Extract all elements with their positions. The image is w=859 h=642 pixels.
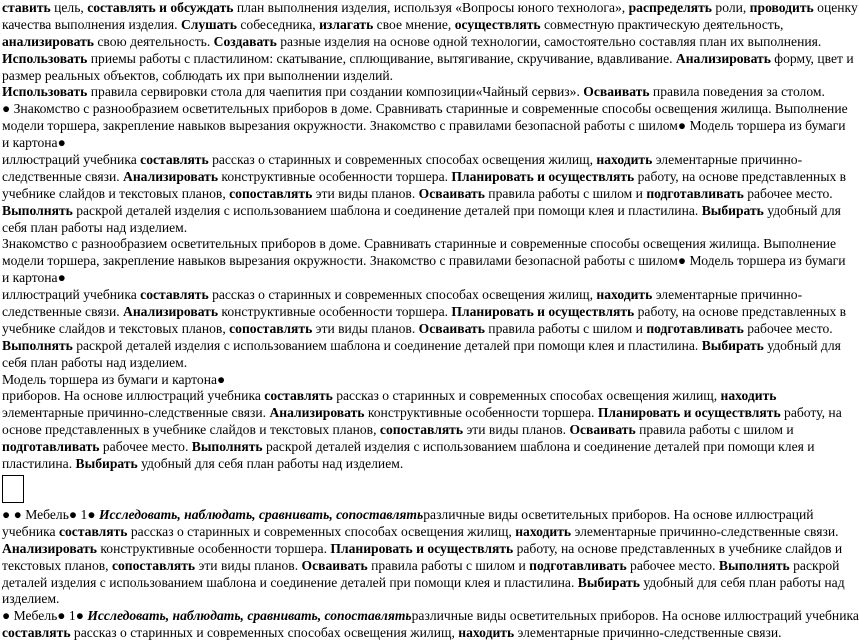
text-line: Использовать приемы работы с пластилином: скатывание, сплющивание, вытягивание, скручивание, вдавливание. Анализировать форму, цвет и [2,50,854,66]
text-line: себя план работы над изделием. [2,219,188,235]
text-line: и картона● [2,270,66,286]
text-line: учебнике слайдов и текстовых планов, сопоставлять эти виды планов. Осваивать правила работы с шилом и подготавливать рабочее место. [2,320,833,336]
text-line: качества выполнения изделия. Слушать собеседника, излагать свое мнение, осуществлять совместную практическую деятельность, [2,16,784,32]
text-line: Выполнять раскрой деталей изделия с использованием шаблона и соединение деталей при помощи клея и пластилина. Выбирать удобный для [2,202,841,218]
text-line: Знакомство с разнообразием осветительных приборов в доме. Сравнивать старинные и современные способы освещения жилища. Выполнение [2,236,837,252]
text-line: модели торшера, закрепление навыков вырезания окружности. Знакомство с правилами безопасной работы с шилом● Модель торшера из бумаги [2,118,846,134]
text-line: и картона● [2,135,66,151]
text-line: Использовать правила сервировки стола для чаепития при создании композиции«Чайный сервиз». Осваивать правила поведения за столом. [2,84,825,100]
text-line: следственные связи. Анализировать конструктивные особенности торшера. Планировать и осуществлять работу, на основе представленных в [2,168,847,184]
text-line: иллюстраций учебника составлять рассказ о старинных и современных способах освещения жилищ, находить элементарные причинно- [2,287,803,303]
text-line: Выполнять раскрой деталей изделия с использованием шаблона и соединение деталей при помощи клея и пластилина. Выбирать удобный для [2,337,841,353]
text-line: Модель торшера из бумаги и картона● [2,371,226,387]
text-line: пластилина. Выбирать удобный для себя план работы над изделием. [2,456,404,472]
text-line: элементарные причинно-следственные связи. Анализировать конструктивные особенности торшера. Планировать и осуществлять работу, на [2,405,842,421]
text-line: учебнике слайдов и текстовых планов, сопоставлять эти виды планов. Осваивать правила работы с шилом и подготавливать рабочее место. [2,185,833,201]
text-line: ● Мебель● 1● Исследовать, наблюдать, сравнивать, сопоставлятьразличные виды осветительных приборов. На основе иллюстраций учебника [2,608,859,624]
text-line: деталей изделия с использованием шаблона и соединение деталей при помощи клея и пластилина. Выбирать удобный для себя план работы над [2,574,845,590]
text-line: иллюстраций учебника составлять рассказ о старинных и современных способах освещения жилищ, находить элементарные причинно- [2,152,803,168]
text-line: себя план работы над изделием. [2,354,188,370]
text-line: основе представленных в учебнике слайдов и текстовых планов, сопоставлять эти виды планов. Осваивать правила работы с шилом и [2,422,794,438]
text-line: Анализировать конструктивные особенности торшера. Планировать и осуществлять работу, на основе представленных в учебнике слайдов и [2,540,843,556]
text-line: ● ● Мебель● 1● Исследовать, наблюдать, сравнивать, сопоставлятьразличные виды осветительных приборов. На основе иллюстраций [2,506,814,522]
text-line: ● Знакомство с разнообразием осветительных приборов в доме. Сравнивать старинные и современные способы освещения жилища. Выполнение [2,101,848,117]
text-line: текстовых планов, сопоставлять эти виды планов. Осваивать правила работы с шилом и подготавливать рабочее место. Выполнять раскрой [2,557,840,573]
text-line: размер реальных объектов, соблюдать их при выполнении изделий. [2,67,394,83]
text-line: ставить цель, составлять и обсуждать план выполнения изделия, используя «Вопросы юного технолога», распределять роли, проводить оценку [2,0,858,15]
text-line: подготавливать рабочее место. Выполнять раскрой деталей изделия с использованием шаблона и соединение деталей при помощи клея и [2,439,815,455]
text-line: модели торшера, закрепление навыков вырезания окружности. Знакомство с правилами безопасной работы с шилом● Модель торшера из бумаги [2,253,846,269]
text-line: приборов. На основе иллюстраций учебника составлять рассказ о старинных и современных способах освещения жилищ, находить [2,388,777,404]
text-line: учебника составлять рассказ о старинных и современных способах освещения жилищ, находить элементарные причинно-следственные связи. [2,523,839,539]
text-line: составлять рассказ о старинных и современных способах освещения жилищ, находить элементарные причинно-следственные связи. [2,625,782,641]
text-line: анализировать свою деятельность. Создавать разные изделия на основе одной технологии, самостоятельно составляя план их выполнения. [2,33,822,49]
text-line: следственные связи. Анализировать конструктивные особенности торшера. Планировать и осуществлять работу, на основе представленных в [2,304,847,320]
empty-frame [2,475,24,503]
text-line: изделием. [2,591,60,607]
